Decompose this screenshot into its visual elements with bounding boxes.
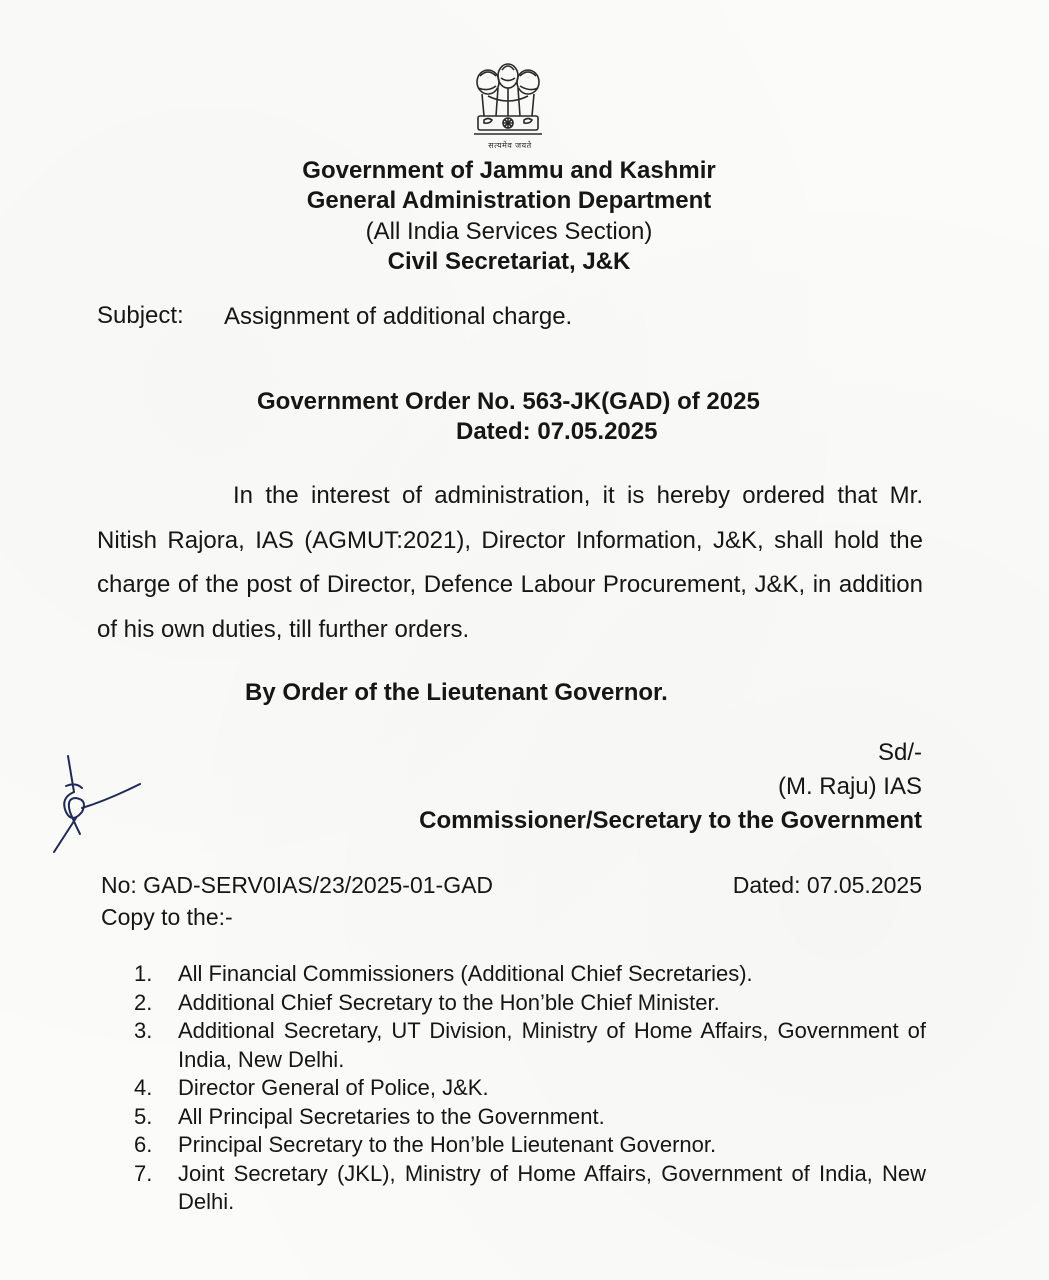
signatory-name: (M. Raju) IAS — [777, 773, 922, 800]
list-item-number: 7. — [134, 1160, 153, 1186]
order-body-paragraph: In the interest of administration, it is hereby ordered that Mr. Nitish Rajora, IAS (AGMUT:2021), Director Information, J&K, shall hold the charge of the post of Director, Defence Labour Procurement, J&K, in addition of his own duties, till further orders. — [97, 482, 923, 643]
subject-label: Subject: — [97, 302, 184, 329]
list-item-text: Additional Chief Secretary to the Hon’ble Chief Minister. — [178, 989, 720, 1015]
list-item — [130, 960, 926, 989]
list-item-text: Additional Secretary, UT Division, Ministry of Home Affairs, Government of India, New Delhi. — [178, 1018, 926, 1072]
list-item — [130, 1131, 926, 1160]
list-item-number: 4. — [134, 1075, 153, 1100]
sd-mark: Sd/- — [877, 739, 922, 766]
list-item — [130, 1103, 926, 1132]
government-title: Government of Jammu and Kashmir — [302, 157, 716, 184]
list-item-number: 5. — [134, 1103, 153, 1129]
signatory-designation: Commissioner/Secretary to the Government — [419, 807, 922, 834]
copy-to-label: Copy to the:- — [101, 904, 233, 930]
list-item-number: 2. — [134, 989, 153, 1015]
list-item-text: All Principal Secretaries to the Government. — [178, 1103, 605, 1129]
secretariat-title: Civil Secretariat, J&K — [387, 248, 631, 275]
list-item-text: Director General of Police, J&K. — [178, 1075, 489, 1100]
order-date: Dated: 07.05.2025 — [456, 418, 658, 445]
list-item-number: 6. — [134, 1132, 153, 1157]
department-title: General Administration Department — [306, 187, 712, 214]
list-item — [130, 1074, 926, 1103]
national-emblem-icon — [468, 58, 548, 140]
signature-block — [419, 736, 922, 838]
list-item-text: All Financial Commissioners (Additional Chief Secretaries). — [178, 961, 753, 986]
copy-list — [130, 960, 926, 1217]
section-title: (All India Services Section) — [365, 218, 653, 245]
list-item — [130, 1160, 926, 1217]
subject-text: Assignment of additional charge. — [224, 303, 573, 330]
emblem-motto: सत्यमेव जयते — [488, 141, 532, 150]
list-item-number: 3. — [134, 1018, 153, 1043]
reference-number: No: GAD-SERV0IAS/23/2025-01-GAD — [101, 872, 494, 898]
list-item — [130, 989, 926, 1018]
handwritten-initial-icon — [48, 748, 148, 858]
list-item-text: Joint Secretary (JKL), Ministry of Home Affairs, Government of India, New Delhi. — [178, 1160, 926, 1214]
by-order-line: By Order of the Lieutenant Governor. — [245, 679, 668, 706]
list-item — [130, 1017, 926, 1074]
list-item-number: 1. — [134, 961, 153, 986]
reference-date: Dated: 07.05.2025 — [732, 872, 922, 898]
list-item-text: Principal Secretary to the Hon’ble Lieutenant Governor. — [178, 1132, 717, 1157]
order-number: Government Order No. 563-JK(GAD) of 2025 — [257, 388, 760, 415]
